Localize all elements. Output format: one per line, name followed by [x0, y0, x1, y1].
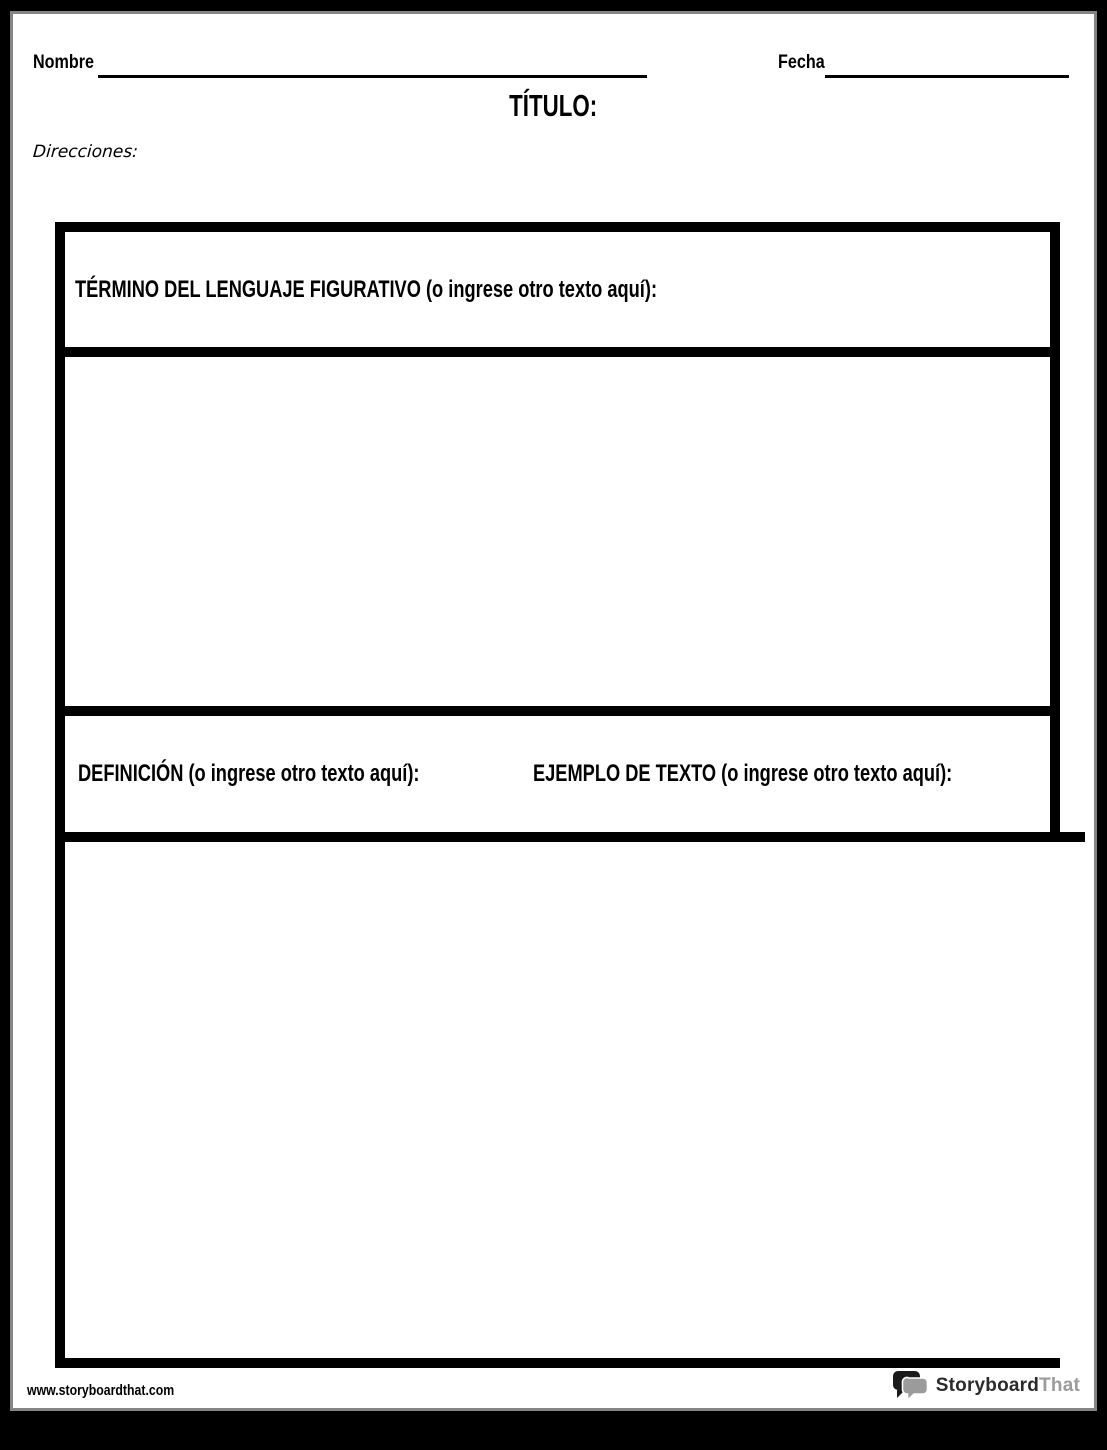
definition-column — [65, 716, 527, 1358]
page-title: TÍTULO: — [509, 88, 598, 123]
logo-text-secondary: That — [1039, 1375, 1080, 1396]
logo-wordmark — [936, 1375, 1080, 1397]
name-label: Nombre — [33, 52, 95, 73]
example-header-label: EJEMPLO DE TEXTO (o ingrese otro texto aquí): — [533, 760, 953, 787]
definition-header-cell — [65, 716, 527, 842]
title-row — [13, 88, 1094, 124]
definition-header-label: DEFINICIÓN (o ingrese otro texto aquí): — [78, 760, 420, 787]
example-response-area[interactable] — [527, 842, 1085, 1358]
name-input-line[interactable] — [98, 75, 647, 78]
storyboardthat-logo — [892, 1370, 1080, 1402]
logo-text-primary: Storyboard — [935, 1375, 1040, 1396]
term-header-cell — [65, 232, 1050, 357]
term-section — [55, 222, 1060, 716]
date-input-line[interactable] — [825, 75, 1069, 78]
example-column — [527, 716, 1085, 1358]
website-url: www.storyboardthat.com — [27, 1382, 175, 1399]
worksheet-page — [10, 11, 1097, 1411]
term-header-label: TÉRMINO DEL LENGUAJE FIGURATIVO (o ingrese otro texto aquí): — [75, 275, 658, 303]
definition-response-area[interactable] — [65, 842, 527, 1358]
speech-bubbles-icon — [892, 1370, 930, 1402]
directions-label: Direcciones: — [32, 142, 139, 162]
example-header-cell — [527, 716, 1085, 842]
date-label: Fecha — [778, 52, 825, 73]
term-response-area[interactable] — [65, 357, 1050, 706]
definition-example-section — [55, 706, 1060, 1368]
